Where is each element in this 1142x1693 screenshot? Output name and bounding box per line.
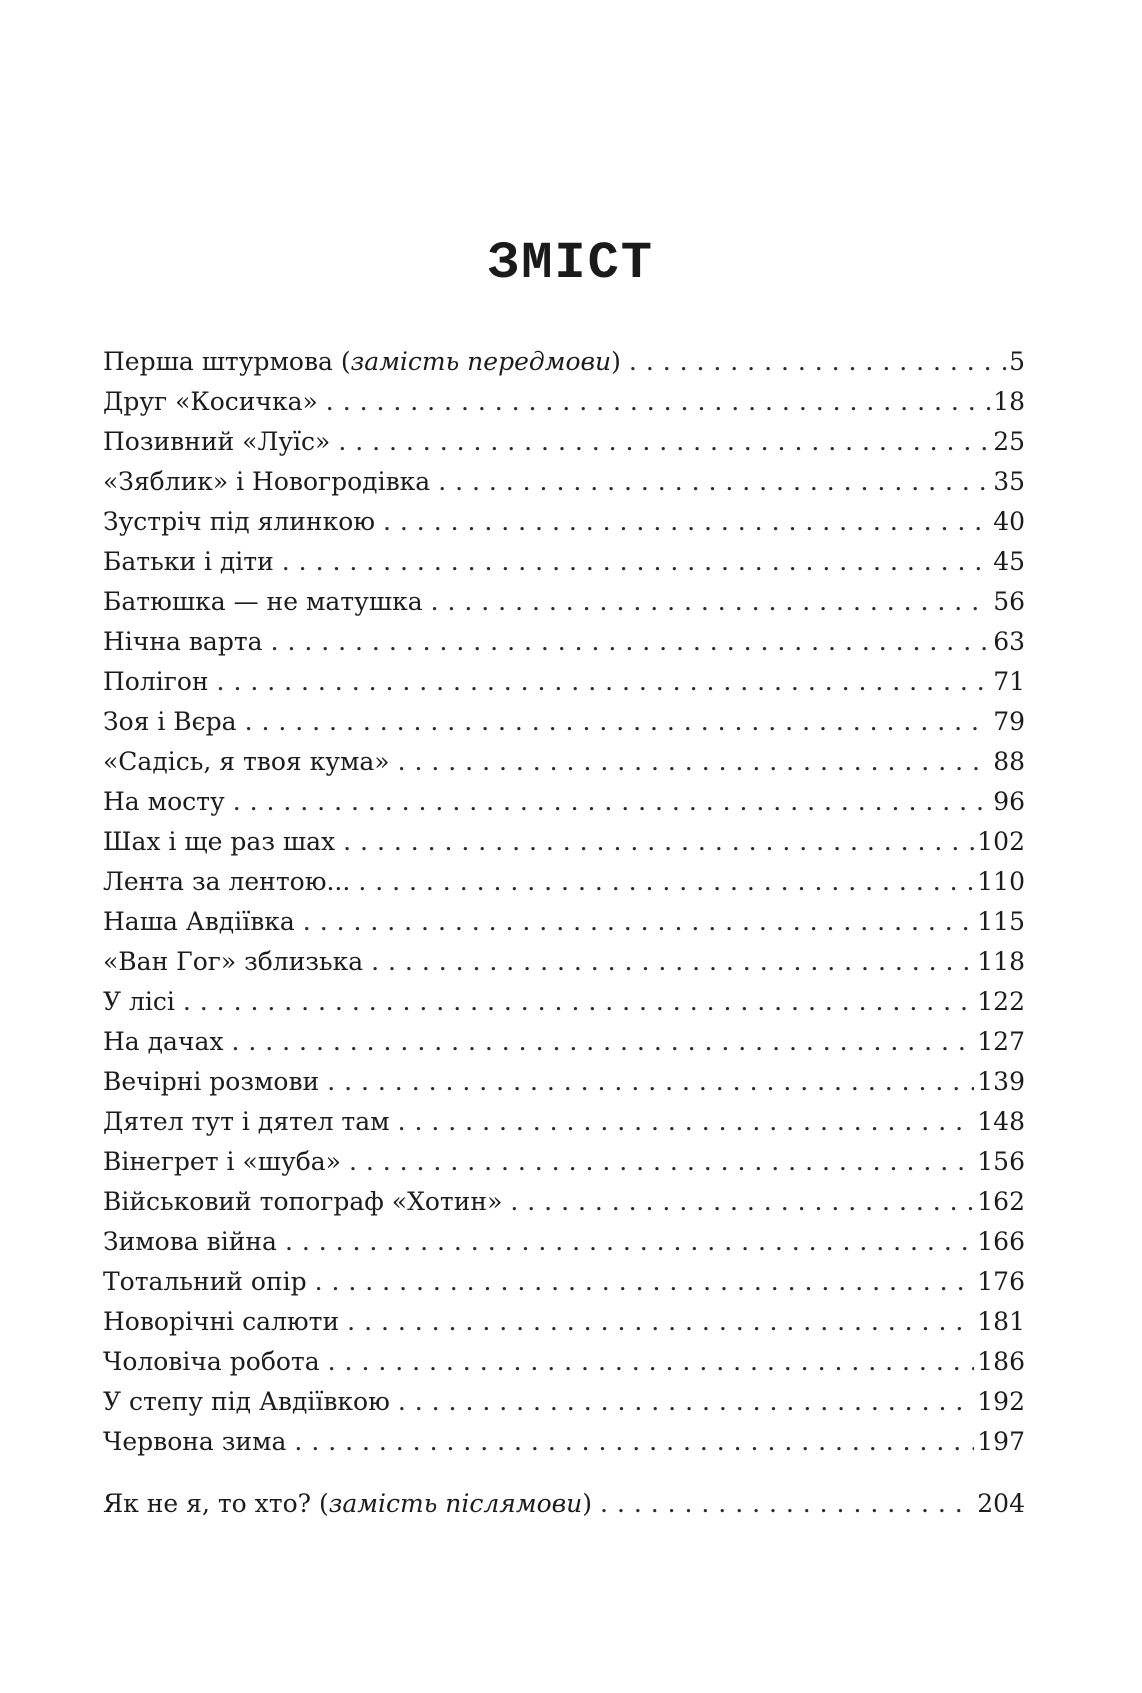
entry-page: 166 <box>977 1227 1025 1256</box>
entry-page: 204 <box>977 1489 1025 1518</box>
entry-page: 197 <box>977 1427 1025 1456</box>
entry-title: «Зяблик» і Новогродівка <box>103 467 431 496</box>
toc-entry[interactable] <box>103 1022 1025 1062</box>
entry-page: 25 <box>993 427 1025 456</box>
dot-leader <box>328 1342 975 1382</box>
entry-title: Батюшка — не матушка <box>103 587 423 616</box>
toc-entry[interactable] <box>103 1102 1025 1142</box>
entry-title: Шах і ще раз шах <box>103 827 336 856</box>
entry-page: 63 <box>993 627 1025 656</box>
dot-leader <box>217 662 991 702</box>
toc-entry[interactable] <box>103 942 1025 982</box>
dot-leader <box>315 1262 975 1302</box>
toc-entry[interactable] <box>103 382 1025 422</box>
dot-leader <box>282 542 990 582</box>
toc-entry[interactable] <box>103 342 1025 382</box>
entry-title: Позивний «Луїс» <box>103 427 331 456</box>
entry-title: Зоя і Вєра <box>103 707 237 736</box>
entry-title: «Садісь, я твоя кума» <box>103 747 390 776</box>
entry-title: Нічна варта <box>103 627 263 656</box>
entry-title: У лісі <box>103 987 175 1016</box>
entry-title: «Ван Гог» зблизька <box>103 947 364 976</box>
dot-leader <box>271 622 991 662</box>
toc-entry[interactable] <box>103 782 1025 822</box>
entry-page: 122 <box>977 987 1025 1016</box>
entry-title: Тотальний опір <box>103 1267 307 1296</box>
entry-page: 35 <box>993 467 1025 496</box>
entry-title: Зимова війна <box>103 1227 277 1256</box>
entry-title: Вечірні розмови <box>103 1067 320 1096</box>
entry-title: Лента за лентою... <box>103 867 351 896</box>
toc-entry-afterword[interactable] <box>103 1484 1025 1524</box>
entry-title: Червона зима <box>103 1427 287 1456</box>
dot-leader <box>285 1222 974 1262</box>
entry-page: 115 <box>977 907 1025 936</box>
toc-entry[interactable] <box>103 1182 1025 1222</box>
entry-title: Полігон <box>103 667 209 696</box>
entry-title: Наша Авдіївка <box>103 907 295 936</box>
dot-leader <box>231 1022 974 1062</box>
entry-page: 110 <box>977 867 1025 896</box>
entry-page: 56 <box>993 587 1025 616</box>
entry-page: 118 <box>977 947 1025 976</box>
toc-entry[interactable] <box>103 1142 1025 1182</box>
toc-entry[interactable] <box>103 1262 1025 1302</box>
page-title: ЗМІСТ <box>487 234 655 293</box>
dot-leader <box>398 1102 975 1142</box>
toc-entry[interactable] <box>103 662 1025 702</box>
toc-entry[interactable] <box>103 1062 1025 1102</box>
entry-page: 79 <box>993 707 1025 736</box>
toc-entry[interactable] <box>103 622 1025 662</box>
entry-title: Як не я, то хто? (замість післямови) <box>103 1489 593 1518</box>
dot-leader <box>303 902 974 942</box>
entry-title: На дачах <box>103 1027 224 1056</box>
entry-title: Чоловіча робота <box>103 1347 320 1376</box>
entry-page: 5 <box>1009 347 1025 376</box>
dot-leader <box>358 862 974 902</box>
entry-page: 102 <box>977 827 1025 856</box>
entry-title: Дятел тут і дятел там <box>103 1107 390 1136</box>
entry-page: 192 <box>977 1387 1025 1416</box>
dot-leader <box>510 1182 974 1222</box>
toc-entry[interactable] <box>103 1382 1025 1422</box>
toc-entry[interactable] <box>103 1222 1025 1262</box>
entry-page: 71 <box>993 667 1025 696</box>
dot-leader <box>438 462 990 502</box>
dot-leader <box>349 1142 974 1182</box>
toc-entry[interactable] <box>103 822 1025 862</box>
toc-entry[interactable] <box>103 502 1025 542</box>
dot-leader <box>629 342 1006 382</box>
dot-leader <box>383 502 990 542</box>
entry-page: 127 <box>977 1027 1025 1056</box>
dot-leader <box>600 1484 974 1524</box>
entry-page: 139 <box>977 1067 1025 1096</box>
dot-leader <box>338 422 990 462</box>
entry-title: Перша штурмова (замість передмови) <box>103 347 621 376</box>
dot-leader <box>343 822 974 862</box>
toc-entry[interactable] <box>103 902 1025 942</box>
entry-title: Новорічні салюти <box>103 1307 340 1336</box>
entry-title: На мосту <box>103 787 225 816</box>
entry-page: 162 <box>977 1187 1025 1216</box>
toc-entry[interactable] <box>103 862 1025 902</box>
toc-entry[interactable] <box>103 702 1025 742</box>
entry-page: 148 <box>977 1107 1025 1136</box>
dot-leader <box>398 742 991 782</box>
toc-entry[interactable] <box>103 1302 1025 1342</box>
toc-entry[interactable] <box>103 542 1025 582</box>
entry-page: 88 <box>993 747 1025 776</box>
entry-page: 186 <box>977 1347 1025 1376</box>
toc-entry[interactable] <box>103 1422 1025 1462</box>
entry-page: 156 <box>977 1147 1025 1176</box>
dot-leader <box>294 1422 974 1462</box>
dot-leader <box>183 982 974 1022</box>
entry-title: Військовий топограф «Хотин» <box>103 1187 503 1216</box>
entry-page: 18 <box>993 387 1025 416</box>
entry-title: Друг «Косичка» <box>103 387 318 416</box>
entry-page: 40 <box>993 507 1025 536</box>
entry-title: Вінегрет і «шуба» <box>103 1147 341 1176</box>
toc-entry[interactable] <box>103 462 1025 502</box>
entry-title: Батьки і діти <box>103 547 274 576</box>
entry-title: Зустріч під ялинкою <box>103 507 376 536</box>
dot-leader <box>398 1382 974 1422</box>
entry-page: 181 <box>977 1307 1025 1336</box>
dot-leader <box>347 1302 974 1342</box>
dot-leader <box>327 1062 974 1102</box>
dot-leader <box>233 782 990 822</box>
entry-page: 176 <box>977 1267 1025 1296</box>
dot-leader <box>245 702 991 742</box>
toc-entry[interactable] <box>103 742 1025 782</box>
toc-entry[interactable] <box>103 582 1025 622</box>
dot-leader <box>431 582 991 622</box>
entry-page: 45 <box>993 547 1025 576</box>
toc-entry[interactable] <box>103 422 1025 462</box>
entry-title: У степу під Авдіївкою <box>103 1387 390 1416</box>
dot-leader <box>326 382 990 422</box>
table-of-contents <box>103 342 1025 1462</box>
toc-entry[interactable] <box>103 1342 1025 1382</box>
dot-leader <box>371 942 974 982</box>
entry-page: 96 <box>993 787 1025 816</box>
toc-entry[interactable] <box>103 982 1025 1022</box>
